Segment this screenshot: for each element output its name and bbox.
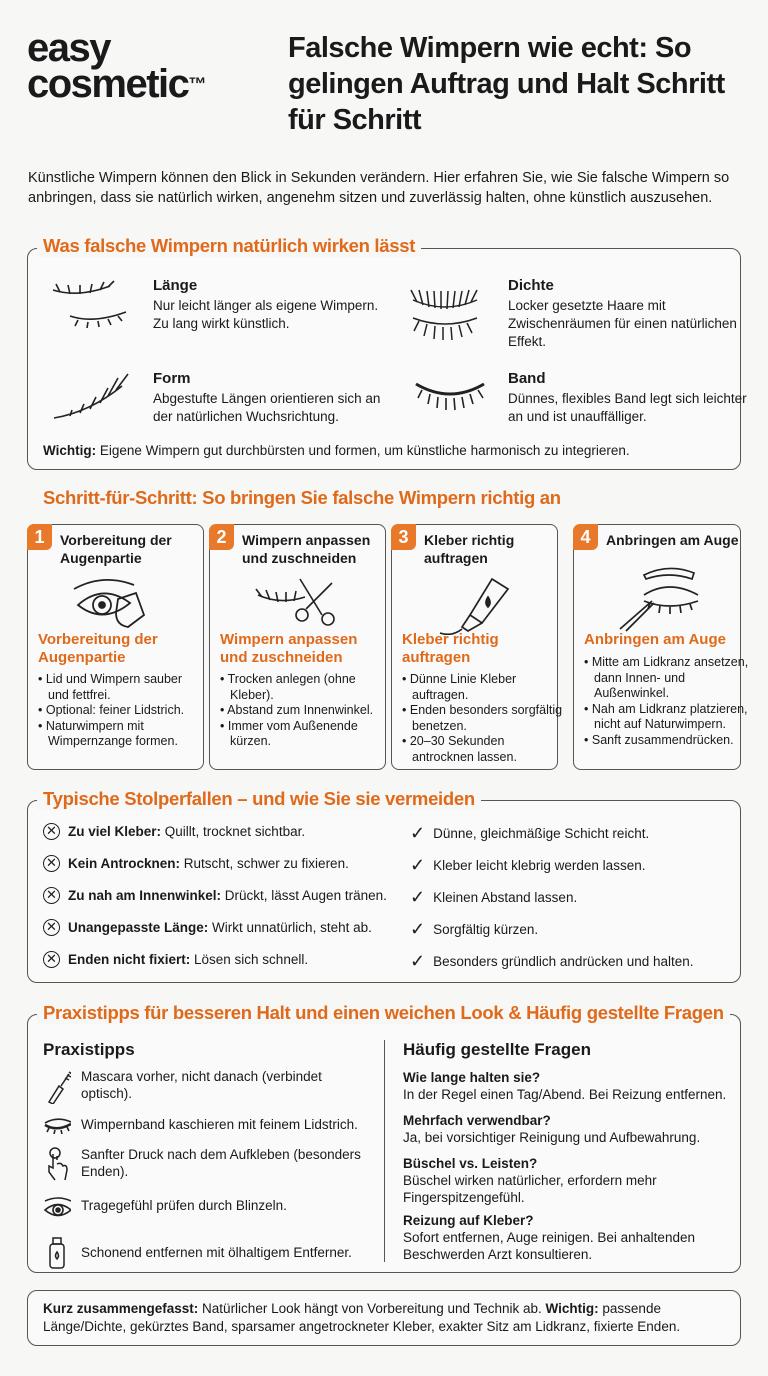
brand-logo: easy cosmetic™ — [27, 26, 207, 106]
scissors-lashes-icon — [250, 575, 350, 631]
faq-item: Mehrfach verwendbar? Ja, bei vorsichtiger Reinigung und Aufbewahrung. — [403, 1113, 701, 1145]
faq-title: Häufig gestellte Fragen — [403, 1040, 591, 1059]
eye-icon — [43, 1197, 71, 1219]
lashes-band-icon — [410, 376, 490, 416]
check-icon: ✓ — [410, 919, 426, 939]
natural-note: Wichtig: Eigene Wimpern gut durchbürsten und formen, um künstliche harmonisch zu integrieren. — [43, 443, 630, 458]
pitfall-problem: ✕ Enden nicht fixiert: Lösen sich schnell. — [43, 951, 308, 968]
natural-item-band: Band Dünnes, flexibles Band legt sich leichter an und ist unauffälliger. — [508, 370, 747, 424]
x-circle-icon: ✕ — [43, 919, 60, 936]
tip-item: Sanfter Druck nach dem Aufkleben (besonders Enden). — [43, 1146, 373, 1182]
step-card-1: 1 Vorbereitung der Augenpartie Vorbereitung der Augenpartie • Lid und Wimpern sauber und fettfrei. • Optional: feiner Lidstrich. • Naturwimpern mit Wimpernzange formen. — [27, 524, 204, 770]
tip-item: Mascara vorher, nicht danach (verbindet optisch). — [43, 1068, 373, 1104]
x-circle-icon: ✕ — [43, 951, 60, 968]
eye-cleaning-icon — [68, 575, 158, 631]
step-card-2: 2 Wimpern anpassen und zuschneiden Wimpern anpassen und zuschneiden • Trocken anlegen (ohne Kleber). • Abstand zum Innenwinkel. • Immer vom Außenende kürzen. — [209, 524, 386, 770]
natural-item-length: Länge Nur leicht länger als eigene Wimpern. Zu lang wirkt künstlich. — [153, 277, 379, 331]
check-icon: ✓ — [410, 823, 426, 843]
tip-item: Schonend entfernen mit ölhaltigem Entferner. — [43, 1236, 373, 1270]
pitfall-fix: ✓ Dünne, gleichmäßige Schicht reicht. — [410, 823, 650, 843]
step-card-4: 4 Anbringen am Auge Anbringen am Auge • Mitte am Lidkranz ansetzen, dann Innen- und Außenwinkel. • Nah am Lidkranz platzieren, nicht auf Naturwimpern. • Sanft zusammendrücken. — [573, 524, 741, 770]
natural-item-shape: Form Abgestufte Längen orientieren sich an der natürlichen Wuchsrichtung. — [153, 370, 381, 424]
x-circle-icon: ✕ — [43, 855, 60, 872]
pitfall-fix: ✓ Kleinen Abstand lassen. — [410, 887, 578, 907]
column-divider — [384, 1040, 385, 1262]
natural-item-density: Dichte Locker gesetzte Haare mit Zwischenräumen für einen natürlichen Effekt. — [508, 277, 737, 349]
pitfall-problem: ✕ Kein Antrocknen: Rutscht, schwer zu fixieren. — [43, 855, 349, 872]
lashes-length-icon — [48, 276, 138, 332]
check-icon: ✓ — [410, 855, 426, 875]
pitfalls-heading: Typische Stolperfallen – und wie Sie sie vermeiden — [37, 788, 481, 810]
pitfall-fix: ✓ Kleber leicht klebrig werden lassen. — [410, 855, 646, 875]
pitfall-fix: ✓ Besonders gründlich andrücken und halten. — [410, 951, 694, 971]
glue-tube-icon — [432, 575, 522, 635]
summary-box: Kurz zusammengefasst: Natürlicher Look hängt von Vorbereitung und Technik ab. Wichtig: passende Länge/Dichte, gekürztes Band, sparsamer angetrockneter Kleber, exakter Sitz am Lidkranz, fixierte Enden. — [27, 1290, 741, 1346]
pitfall-problem: ✕ Zu nah am Innenwinkel: Drückt, lässt Augen tränen. — [43, 887, 387, 904]
check-icon: ✓ — [410, 951, 426, 971]
pitfall-fix: ✓ Sorgfältig kürzen. — [410, 919, 539, 939]
pitfall-problem: ✕ Zu viel Kleber: Quillt, trocknet sichtbar. — [43, 823, 305, 840]
tips-heading: Praxistipps für besseren Halt und einen weichen Look & Häufig gestellte Fragen — [37, 1002, 730, 1024]
tip-item: Tragegefühl prüfen durch Blinzeln. — [43, 1197, 373, 1219]
tips-title: Praxistipps — [43, 1040, 135, 1059]
mascara-icon — [43, 1068, 71, 1104]
faq-item: Büschel vs. Leisten? Büschel wirken natürlicher, erfordern mehr Fingerspitzengefühl. — [403, 1156, 657, 1205]
page-title: Falsche Wimpern wie echt: So gelingen Auftrag und Halt Schritt für Schritt — [288, 32, 725, 136]
steps-heading: Schritt-für-Schritt: So bringen Sie falsche Wimpern richtig an — [37, 487, 567, 509]
faq-item: Reizung auf Kleber? Sofort entfernen, Auge reinigen. Bei anhaltenden Beschwerden Arzt konsultieren. — [403, 1213, 695, 1262]
tweezers-eye-icon — [614, 565, 714, 635]
finger-press-icon — [43, 1146, 71, 1182]
step-card-3: 3 Kleber richtig auftragen Kleber richtig auftragen • Dünne Linie Kleber auftragen. • Enden besonders sorgfältig benetzen. • 20–30 Sekunden antrocknen lassen. — [391, 524, 558, 770]
tip-item: Wimpernband kaschieren mit feinem Lidstrich. — [43, 1116, 373, 1134]
lashes-shape-icon — [50, 372, 135, 422]
x-circle-icon: ✕ — [43, 887, 60, 904]
remover-bottle-icon — [43, 1236, 71, 1270]
check-icon: ✓ — [410, 887, 426, 907]
lashes-density-icon — [405, 274, 485, 344]
faq-item: Wie lange halten sie? In der Regel einen Tag/Abend. Bei Reizung entfernen. — [403, 1070, 727, 1102]
x-circle-icon: ✕ — [43, 823, 60, 840]
intro-text: Künstliche Wimpern können den Blick in Sekunden verändern. Hier erfahren Sie, wie Sie falsche Wimpern so anbringen, dass sie natürlich wirken, angenehm sitzen und zuverlässig halten, ohne künstlich auszusehen. — [28, 170, 730, 206]
closed-eye-icon — [43, 1116, 71, 1134]
pitfall-problem: ✕ Unangepasste Länge: Wirkt unnatürlich, steht ab. — [43, 919, 372, 936]
natural-heading: Was falsche Wimpern natürlich wirken lässt — [37, 235, 421, 257]
